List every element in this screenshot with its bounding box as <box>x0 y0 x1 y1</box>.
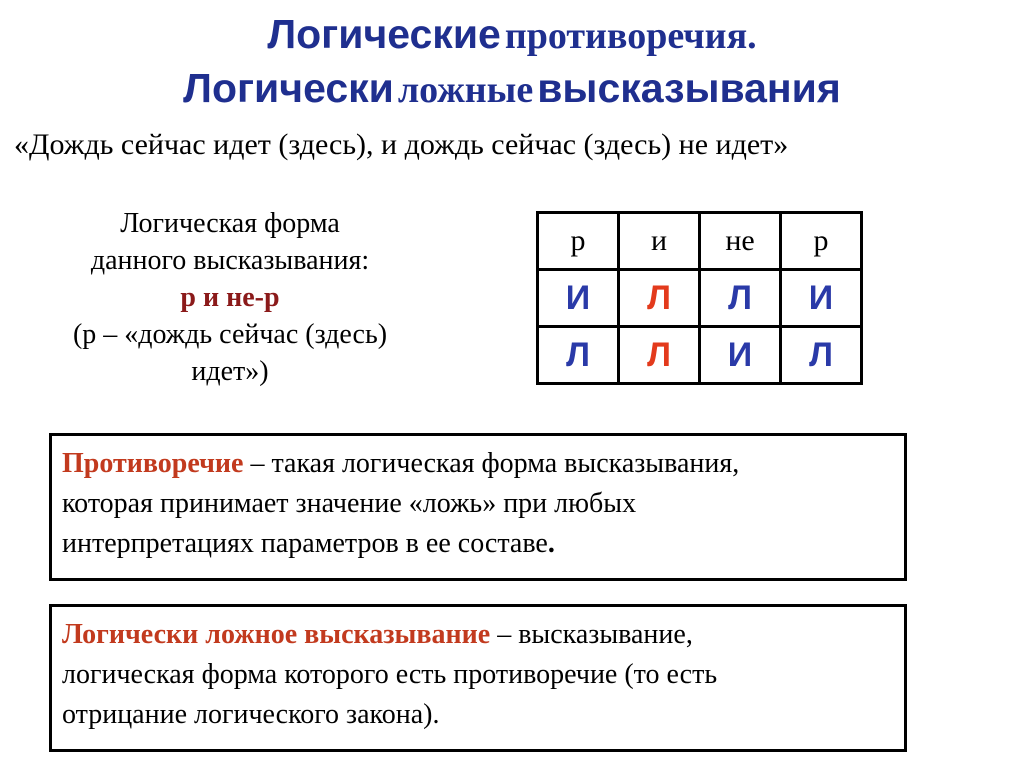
truth-table-header-cell: не <box>700 213 781 270</box>
truth-table-cell: И <box>538 270 619 327</box>
definition-line-3 <box>62 524 894 564</box>
truth-table-cell: И <box>700 327 781 384</box>
page-title-line-1 <box>0 11 1024 57</box>
truth-table-row <box>538 327 862 384</box>
logical-form-line-1: Логическая форма <box>120 208 340 239</box>
truth-table-cell: И <box>781 270 862 327</box>
truth-table-cell: Л <box>538 327 619 384</box>
formula-note-line-2: идет») <box>191 356 269 387</box>
definition-line-3: отрицание логического закона). <box>62 699 440 730</box>
definition-term: Логически ложное высказывание <box>62 619 491 650</box>
logical-form-block <box>30 205 430 390</box>
truth-table-cell: Л <box>619 270 700 327</box>
title-word-false: ложные <box>397 69 534 111</box>
title-word-contradictions: противоречия. <box>504 15 757 57</box>
formula-note-line-1: (p – «дождь сейчас (здесь) <box>72 319 388 350</box>
logical-form-line-2: данного высказывания: <box>90 245 370 276</box>
truth-table-header-row <box>538 213 862 270</box>
truth-table-header-cell: p <box>781 213 862 270</box>
logical-formula: p и не-p <box>180 282 280 313</box>
title-word-statements: высказывания <box>537 65 841 111</box>
truth-table-row <box>538 270 862 327</box>
definition-text: – такая логическая форма высказывания, <box>243 448 740 479</box>
truth-table-header-cell: и <box>619 213 700 270</box>
example-quote: «Дождь сейчас идет (здесь), и дождь сейчас (здесь) не идет» <box>14 128 789 161</box>
definition-text: – высказывание, <box>490 619 693 650</box>
definition-box-contradiction <box>49 433 907 581</box>
truth-table-cell: Л <box>781 327 862 384</box>
truth-table-cell: Л <box>619 327 700 384</box>
truth-table <box>536 211 863 385</box>
truth-table-cell: Л <box>700 270 781 327</box>
truth-table-header-cell: p <box>538 213 619 270</box>
definition-line-1 <box>62 444 894 484</box>
title-word-logical: Логические <box>267 11 501 57</box>
definition-text: интерпретациях параметров в ее составе <box>62 528 548 559</box>
definition-box-false-statement <box>49 604 907 752</box>
title-word-logically: Логически <box>183 65 394 111</box>
definition-line-2: которая принимает значение «ложь» при любых <box>62 488 637 519</box>
page-title-line-2 <box>0 65 1024 111</box>
definition-end-mark: . <box>547 528 555 559</box>
definition-term: Противоречие <box>62 448 244 479</box>
definition-line-2: логическая форма которого есть противоречие (то есть <box>62 659 718 690</box>
definition-line-1 <box>62 615 894 655</box>
